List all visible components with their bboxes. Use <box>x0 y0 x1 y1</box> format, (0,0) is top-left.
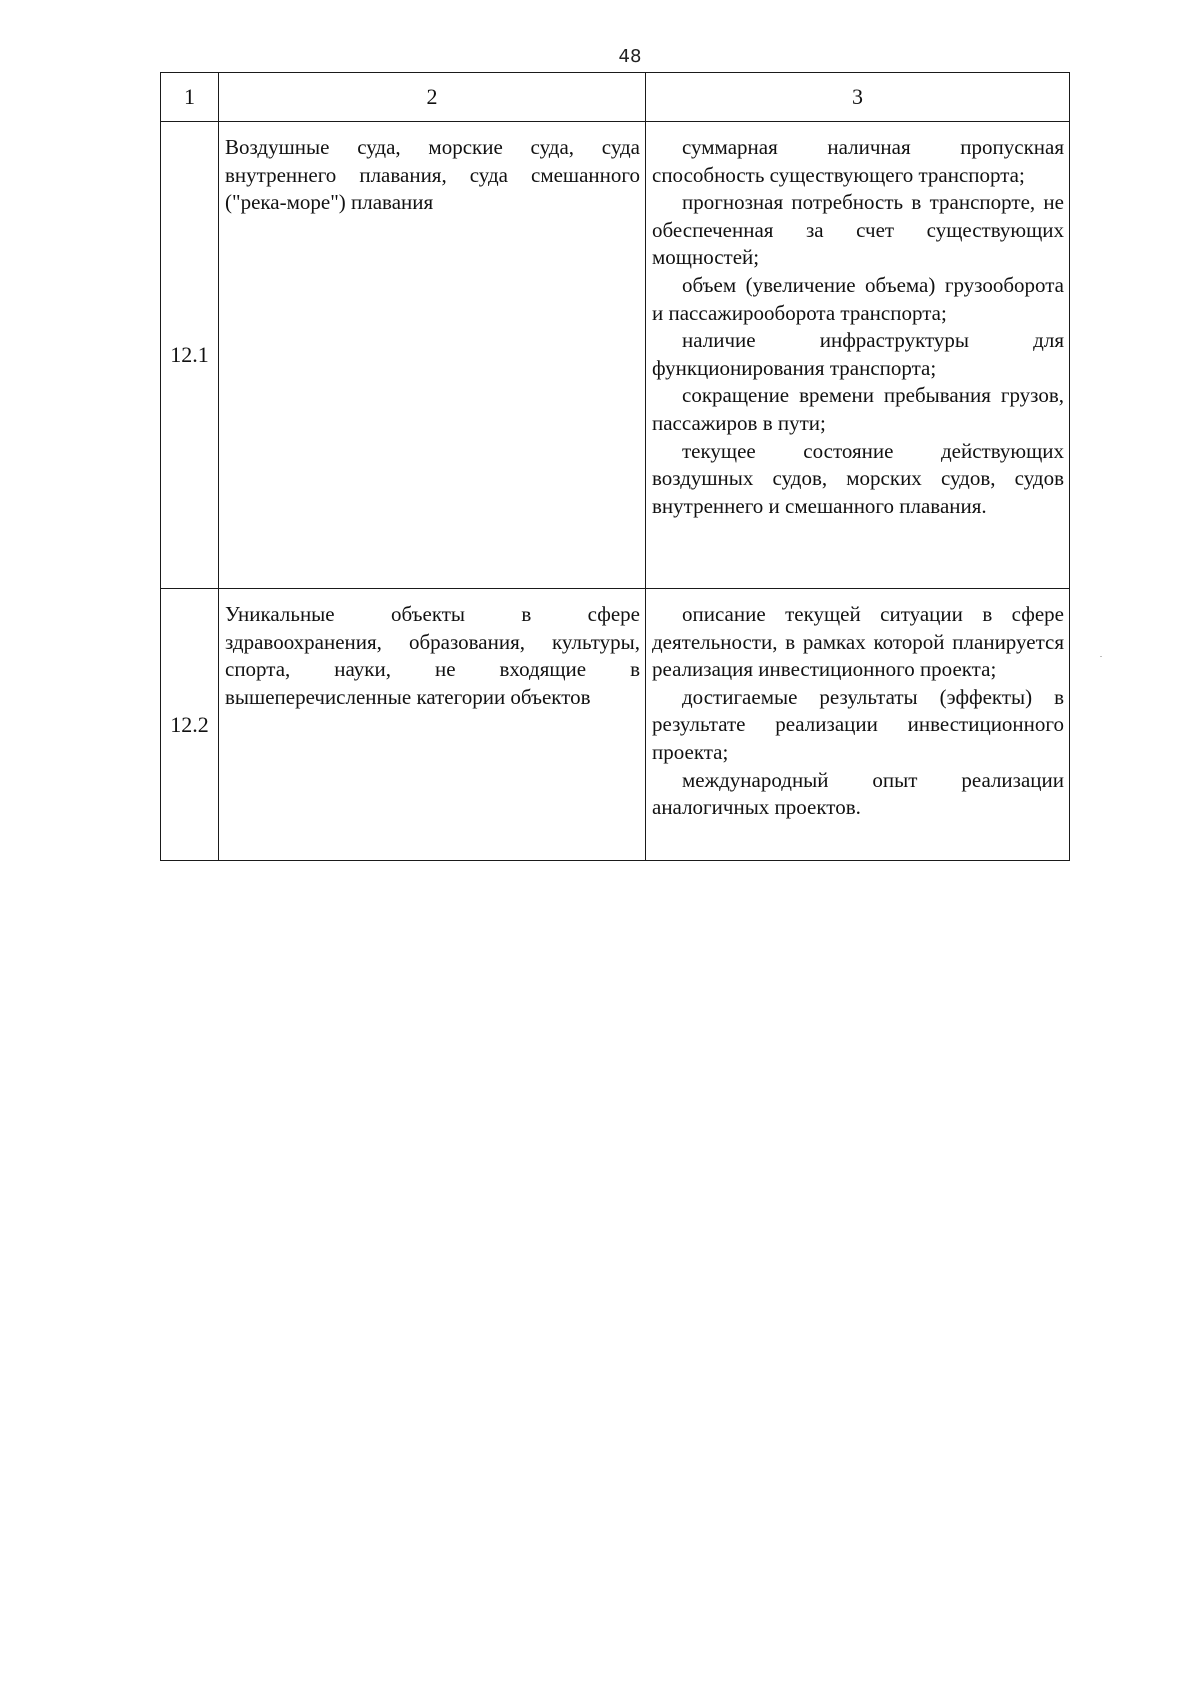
table-header-row <box>161 73 1070 122</box>
criteria-item: достигаемые результаты (эффекты) в результате реализации инвестиционного проекта; <box>652 684 1064 764</box>
criteria-item: наличие инфраструктуры для функционирования транспорта; <box>652 328 1064 380</box>
criteria-item: сокращение времени пребывания грузов, пассажиров в пути; <box>652 383 1064 435</box>
object-cell <box>219 122 646 589</box>
table-row <box>161 122 1070 589</box>
criteria-item: суммарная наличная пропускная способность существующего транспорта; <box>652 135 1064 187</box>
criteria-table <box>160 72 1070 861</box>
criteria-item: текущее состояние действующих воздушных судов, морских судов, судов внутреннего и смешанного плавания. <box>652 438 1064 518</box>
page-number: 48 <box>618 46 642 67</box>
row-number: 12.1 <box>161 122 219 589</box>
criteria-cell <box>646 589 1070 861</box>
criteria-cell <box>646 122 1070 589</box>
object-text: Уникальные объекты в сфере здравоохранения, образования, культуры, спорта, науки, не входящие в вышеперечисленные категории объектов <box>225 602 640 709</box>
table-row <box>161 589 1070 861</box>
criteria-item: объем (увеличение объема) грузооборота и пассажирооборота транспорта; <box>652 272 1064 325</box>
criteria-item: международный опыт реализации аналогичных проектов. <box>652 767 1064 820</box>
object-text: Воздушные суда, морские суда, суда внутреннего плавания, суда смешанного ("река-море") плавания <box>225 135 640 215</box>
header-cell-1: 1 <box>161 73 219 122</box>
object-cell <box>219 589 646 861</box>
row-number: 12.2 <box>161 589 219 861</box>
criteria-item: описание текущей ситуации в сфере деятельности, в рамках которой планируется реализация инвестиционного проекта; <box>652 602 1064 682</box>
header-cell-3: 3 <box>646 73 1070 122</box>
header-cell-2: 2 <box>219 73 646 122</box>
scan-speck <box>1100 656 1102 657</box>
criteria-item: прогнозная потребность в транспорте, не обеспеченная за счет существующих мощностей; <box>652 190 1064 270</box>
